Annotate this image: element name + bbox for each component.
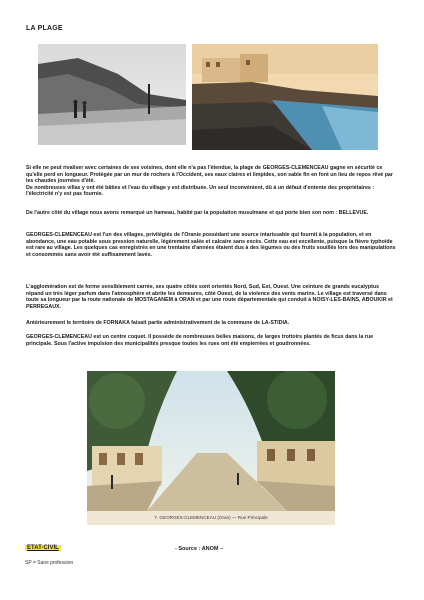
beach-photo-right	[192, 44, 378, 150]
street-image	[87, 371, 335, 525]
source-label: - Source : ANOM –	[175, 546, 224, 552]
footnote-sp: SP = Sans profession	[25, 560, 74, 566]
paragraph-centre: GEORGES-CLEMENCEAU est un centre coquet. Il possède de nombreuses belles maisons, de larges trottoirs plantés de ficus dans la rue principale. Sous l'active impulsion des municipalités presque toutes les rues ont été empierrées et goudronnées.	[26, 334, 374, 347]
etat-civil-link[interactable]: ETAT-CIVIL	[27, 545, 59, 551]
beach-photo-left	[38, 44, 186, 145]
paragraph-bellevue: De l'autre côté du village nous avons remarqué un hameau, habité par la population musulmane et qui porte bien son nom : BELLEVUE.	[26, 210, 369, 216]
postcard-caption: 7. GEORGES-CLEMENCEAU (Oran) — Rue Principale	[87, 511, 335, 525]
paragraph-plage: Si elle ne peut rivaliser avec certaines de ses voisines, dont elle n'a pas l'étendue, la plage de GEORGES-CLEMENCEAU gagne en sécurité ce qu'elle perd en longueur. Protégée par un mur de rochers à l'Occident, ses eaux claires et limpides, son sable fin en font un lieu de repos rêvé par les chaudes journées d'été. De nombreuses villas y ont été bâties et l'eau du village y est distribuée. Un seul inconvénient, dû à un défaut d'entente des propriétaires : l'électricité n'y est pas fournie.	[26, 165, 393, 198]
beach-cliff-image	[38, 44, 186, 145]
paragraph-agglomeration: L'agglomération est de forme sensiblement carrée, ses quatre côtés sont orientés Nord, Sud, Est, Ouest. Une ceinture de grands eucalyptus répand un très léger parfum dans l'atmosphère et abrite les demeures, côté Ouest, de la violence des vents marins. Le village est traversé dans toute sa longueur par la route nationale de MOSTAGANEM à ORAN et par une route départementale qui conduit à NOISY-LES-BAINS, ABOUKIR et PERREGAUX.	[26, 284, 393, 310]
paragraph-fornaka: Antérieurement le territoire de FORNAKA faisait partie administrativement de la commune de LA-STIDIA.	[26, 320, 290, 326]
postcard-rue-principale	[87, 371, 335, 525]
page-title: LA PLAGE	[26, 25, 63, 32]
coast-villas-image	[192, 44, 378, 150]
paragraph-source: GEORGES-CLEMENCEAU est l'un des villages, privilégiés de l'Oranie possédant une source intarissable qui fournit à la population, et en abondance, une eau potable sous pression naturelle, légèrement salée et calcaire sans excès. Cette eau est excellente, puisque la fièvre typhoïde est rare au village. Les quelques cas enregistrés en une trentaine d'années étaient dus à des légumes ou des fruits souillés lors des manipulations et consommés sans avoir été suffisamment lavés.	[26, 232, 396, 258]
